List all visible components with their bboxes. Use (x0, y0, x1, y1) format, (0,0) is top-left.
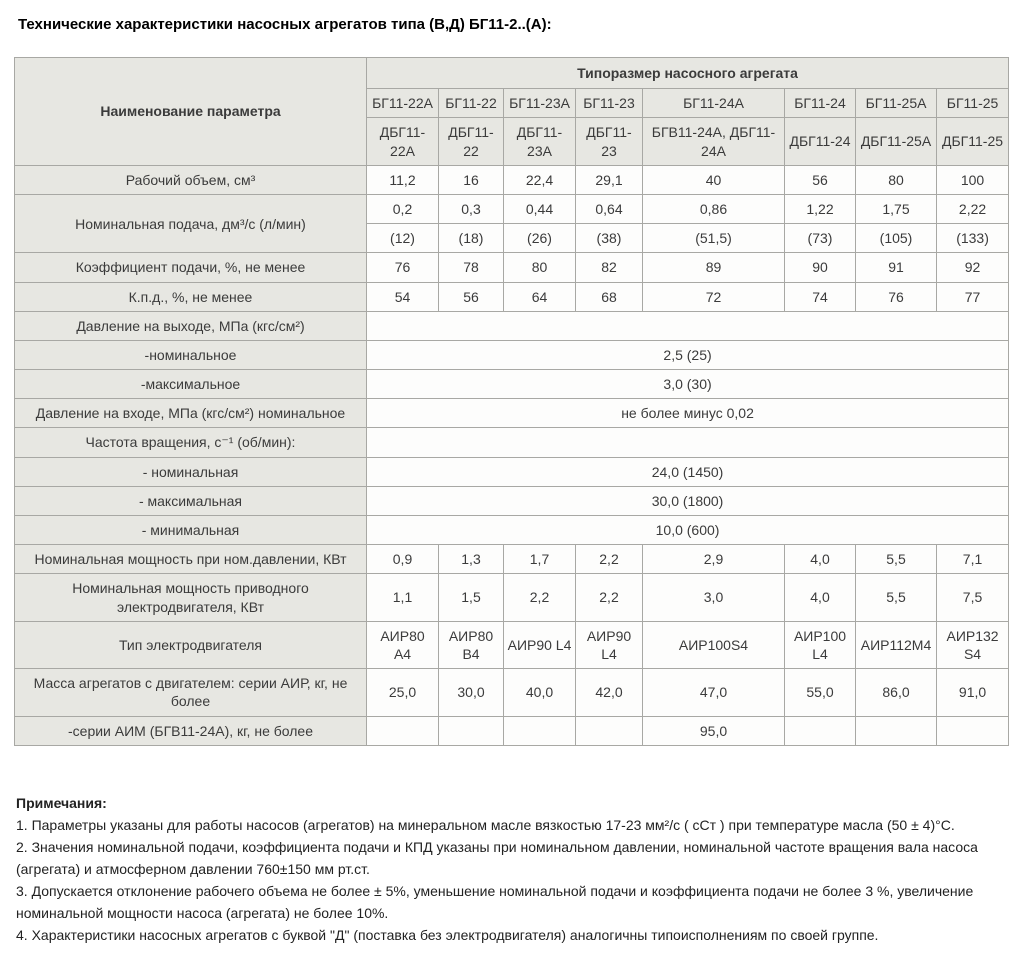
value-cell: 54 (367, 282, 439, 311)
param-label: Частота вращения, с⁻¹ (об/мин): (15, 428, 367, 457)
value-cell: 40,0 (504, 669, 576, 716)
value-cell: 0,3 (439, 194, 504, 223)
table-row (15, 370, 1009, 399)
typesize-group-header: Типоразмер насосного агрегата (367, 58, 1009, 89)
value-cell: 0,9 (367, 545, 439, 574)
note-item: 2. Значения номинальной подачи, коэффициента подачи и КПД указаны при номинальном давлении, номинальной частоте вращения вала насоса (агрегата) и атмосферном давлении 760±150 мм рт.ст. (16, 838, 978, 877)
param-label: - минимальная (15, 516, 367, 545)
table-row (15, 194, 1009, 223)
value-cell: 42,0 (576, 669, 643, 716)
param-label: -максимальное (15, 370, 367, 399)
note-item: 3. Допускается отклонение рабочего объема не более ± 5%, уменьшение номинальной подачи и коэффициента подачи не более 3 %, увеличение номинальной мощности насоса (агрегата) не более 10%. (16, 882, 974, 921)
size-header-d: ДБГ11-25 (937, 118, 1009, 165)
value-cell: АИР90 L4 (504, 621, 576, 668)
merged-value-cell: не более минус 0,02 (367, 399, 1009, 428)
param-label: -номинальное (15, 340, 367, 369)
value-cell: 2,22 (937, 194, 1009, 223)
size-header: БГ11-22А (367, 89, 439, 118)
value-cell: 2,9 (643, 545, 785, 574)
table-row (15, 669, 1009, 716)
value-cell: (105) (856, 224, 937, 253)
value-cell (856, 716, 937, 745)
notes-section (16, 792, 1008, 946)
size-header: БГ11-23А (504, 89, 576, 118)
merged-value-cell: 30,0 (1800) (367, 486, 1009, 515)
table-row (15, 621, 1009, 668)
table-row (15, 428, 1009, 457)
value-cell: 86,0 (856, 669, 937, 716)
page-title: Технические характеристики насосных агрегатов типа (В,Д) БГ11-2..(А): (18, 16, 552, 33)
param-label: Давление на входе, МПа (кгс/см²) номинальное (15, 399, 367, 428)
param-label: Давление на выходе, МПа (кгс/см²) (15, 311, 367, 340)
size-header: БГ11-24 (785, 89, 856, 118)
table-row (15, 282, 1009, 311)
value-cell: 16 (439, 165, 504, 194)
value-cell: АИР100S4 (643, 621, 785, 668)
size-header-d: ДБГ11-24 (785, 118, 856, 165)
merged-value-cell (367, 311, 1009, 340)
merged-value-cell: 2,5 (25) (367, 340, 1009, 369)
param-name-header: Наименование параметра (15, 58, 367, 166)
value-cell: 2,2 (576, 574, 643, 621)
value-cell: 1,3 (439, 545, 504, 574)
size-header-d: ДБГ11-22 (439, 118, 504, 165)
value-cell: 1,1 (367, 574, 439, 621)
merged-value-cell: 24,0 (1450) (367, 457, 1009, 486)
param-label: - максимальная (15, 486, 367, 515)
value-cell: 22,4 (504, 165, 576, 194)
value-cell: 5,5 (856, 545, 937, 574)
param-label: Номинальная мощность при ном.давлении, КВт (15, 545, 367, 574)
param-label: - номинальная (15, 457, 367, 486)
size-header-d: ДБГ11-25А (856, 118, 937, 165)
table-row (15, 457, 1009, 486)
value-cell (504, 716, 576, 745)
size-header-d: ДБГ11-22А (367, 118, 439, 165)
size-header: БГ11-24А (643, 89, 785, 118)
value-cell: АИР80 А4 (367, 621, 439, 668)
value-cell: 2,2 (576, 545, 643, 574)
size-header-d: ДБГ11-23 (576, 118, 643, 165)
value-cell: (26) (504, 224, 576, 253)
param-label: К.п.д., %, не менее (15, 282, 367, 311)
value-cell: 47,0 (643, 669, 785, 716)
value-cell: 0,64 (576, 194, 643, 223)
value-cell: (51,5) (643, 224, 785, 253)
value-cell (785, 716, 856, 745)
value-cell: 0,86 (643, 194, 785, 223)
value-cell: 7,1 (937, 545, 1009, 574)
size-header: БГ11-22 (439, 89, 504, 118)
value-cell (439, 716, 504, 745)
value-cell: 1,75 (856, 194, 937, 223)
table-row (15, 716, 1009, 745)
value-cell: 91,0 (937, 669, 1009, 716)
specs-table (14, 57, 1009, 746)
table-row (15, 253, 1009, 282)
param-label: Масса агрегатов с двигателем: серии АИР, кг, не более (15, 669, 367, 716)
value-cell: (38) (576, 224, 643, 253)
table-row (15, 516, 1009, 545)
value-cell: 0,2 (367, 194, 439, 223)
merged-value-cell (367, 428, 1009, 457)
value-cell: 72 (643, 282, 785, 311)
value-cell: 82 (576, 253, 643, 282)
table-row (15, 574, 1009, 621)
value-cell: 29,1 (576, 165, 643, 194)
value-cell: (133) (937, 224, 1009, 253)
value-cell: 89 (643, 253, 785, 282)
table-row (15, 311, 1009, 340)
value-cell: АИР132 S4 (937, 621, 1009, 668)
value-cell: 80 (504, 253, 576, 282)
value-cell: 90 (785, 253, 856, 282)
value-cell (367, 716, 439, 745)
value-cell: 76 (856, 282, 937, 311)
value-cell: 55,0 (785, 669, 856, 716)
value-cell: АИР112М4 (856, 621, 937, 668)
size-header-d: БГВ11-24А, ДБГ11-24А (643, 118, 785, 165)
value-cell: АИР80 В4 (439, 621, 504, 668)
size-header-d: ДБГ11-23А (504, 118, 576, 165)
param-label: Тип электродвигателя (15, 621, 367, 668)
merged-value-cell: 10,0 (600) (367, 516, 1009, 545)
value-cell: АИР90 L4 (576, 621, 643, 668)
value-cell: 74 (785, 282, 856, 311)
value-cell: (12) (367, 224, 439, 253)
merged-value-cell: 3,0 (30) (367, 370, 1009, 399)
value-cell: 0,44 (504, 194, 576, 223)
note-item: 4. Характеристики насосных агрегатов с буквой "Д" (поставка без электродвигателя) аналогичны типоисполнениям по своей группе. (16, 926, 879, 943)
size-header: БГ11-25 (937, 89, 1009, 118)
param-label: Номинальная мощность приводного электродвигателя, КВт (15, 574, 367, 621)
value-cell: 56 (785, 165, 856, 194)
value-cell: 64 (504, 282, 576, 311)
table-row (15, 545, 1009, 574)
param-label: Номинальная подача, дм³/с (л/мин) (15, 194, 367, 252)
value-cell: 1,5 (439, 574, 504, 621)
table-row (15, 399, 1009, 428)
table-row (15, 340, 1009, 369)
table-row (15, 486, 1009, 515)
value-cell: 95,0 (643, 716, 785, 745)
notes-heading: Примечания: (16, 794, 107, 811)
value-cell: 1,22 (785, 194, 856, 223)
value-cell: 68 (576, 282, 643, 311)
size-header: БГ11-23 (576, 89, 643, 118)
param-label: Коэффициент подачи, %, не менее (15, 253, 367, 282)
value-cell: 1,7 (504, 545, 576, 574)
value-cell: 76 (367, 253, 439, 282)
value-cell: 91 (856, 253, 937, 282)
param-label: Рабочий объем, см³ (15, 165, 367, 194)
value-cell: 80 (856, 165, 937, 194)
value-cell: 3,0 (643, 574, 785, 621)
size-header: БГ11-25А (856, 89, 937, 118)
value-cell: 7,5 (937, 574, 1009, 621)
value-cell: 25,0 (367, 669, 439, 716)
value-cell: (18) (439, 224, 504, 253)
note-item: 1. Параметры указаны для работы насосов (агрегатов) на минеральном масле вязкостью 17-23 мм²/с ( сСт ) при температуре масла (50 ± 4)°С. (16, 816, 955, 833)
value-cell: АИР100 L4 (785, 621, 856, 668)
value-cell: 30,0 (439, 669, 504, 716)
value-cell: 100 (937, 165, 1009, 194)
value-cell: (73) (785, 224, 856, 253)
value-cell: 2,2 (504, 574, 576, 621)
param-label: -серии АИМ (БГВ11-24А), кг, не более (15, 716, 367, 745)
value-cell: 4,0 (785, 545, 856, 574)
value-cell: 92 (937, 253, 1009, 282)
value-cell: 56 (439, 282, 504, 311)
value-cell: 4,0 (785, 574, 856, 621)
value-cell: 77 (937, 282, 1009, 311)
value-cell: 78 (439, 253, 504, 282)
header-row-group (15, 58, 1009, 89)
value-cell (937, 716, 1009, 745)
value-cell: 11,2 (367, 165, 439, 194)
value-cell: 5,5 (856, 574, 937, 621)
value-cell (576, 716, 643, 745)
value-cell: 40 (643, 165, 785, 194)
table-row (15, 165, 1009, 194)
